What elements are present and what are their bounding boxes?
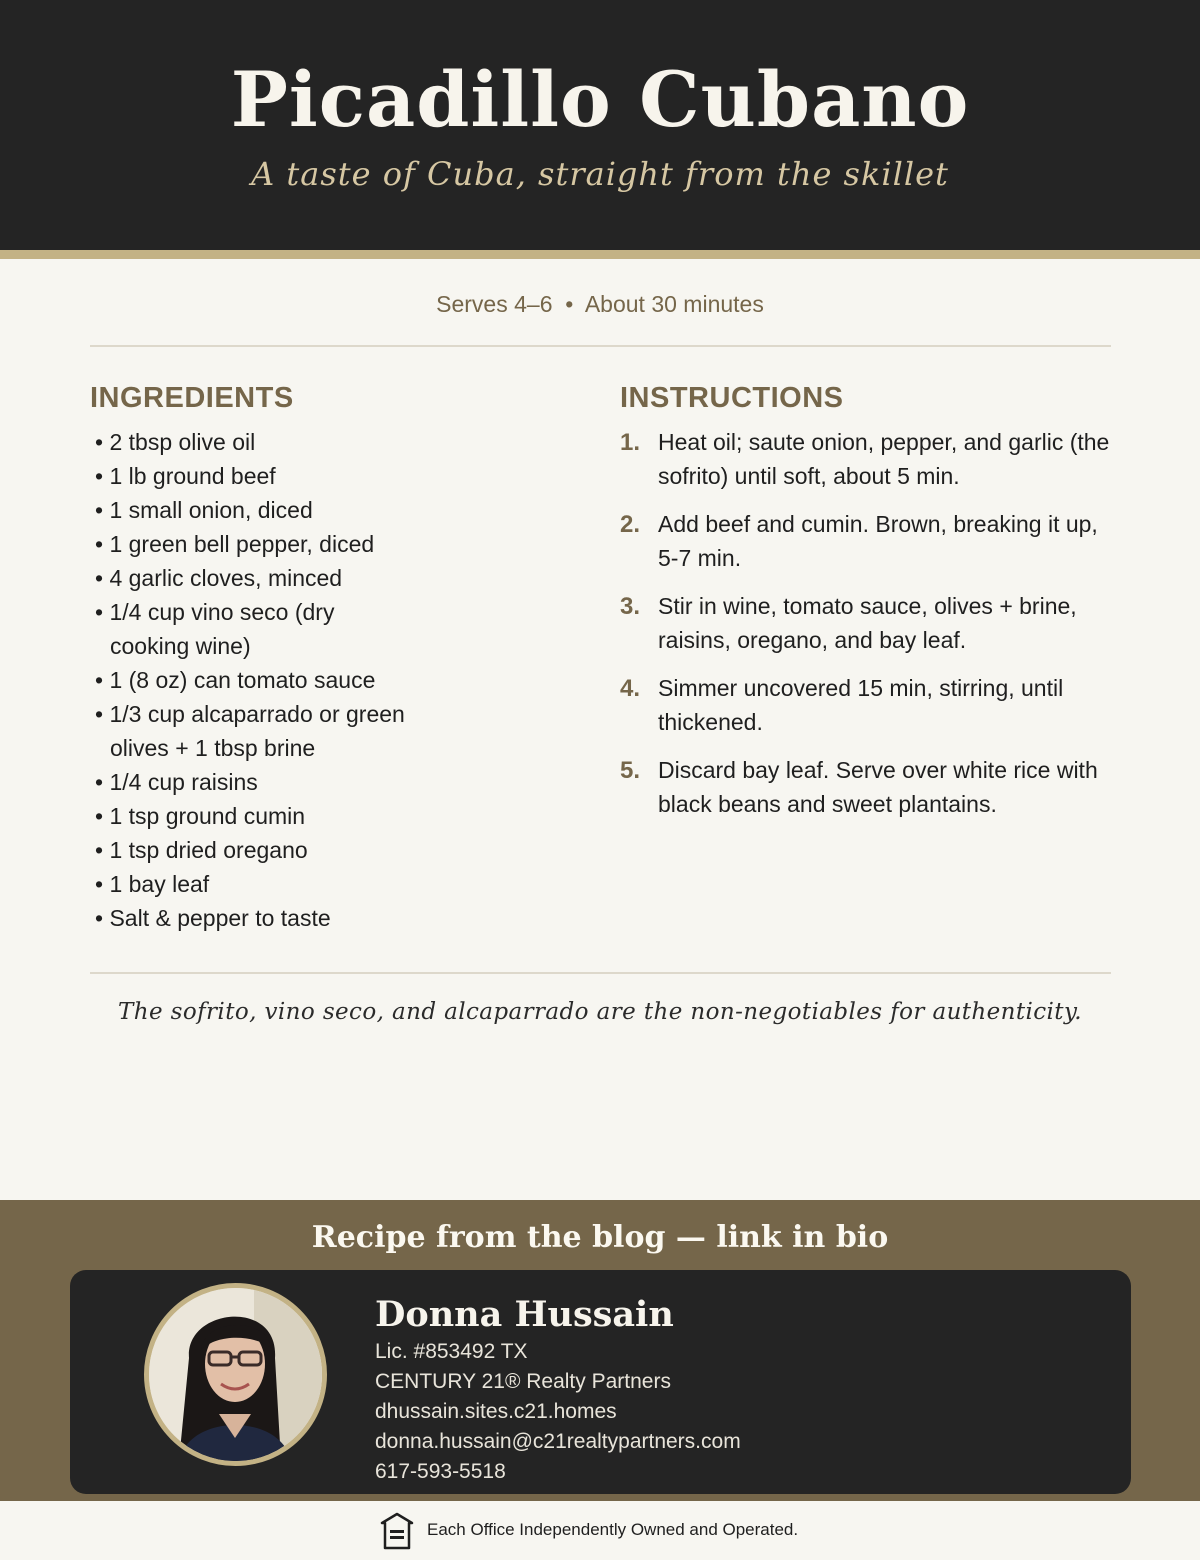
step-text: Stir in wine, tomato sauce, olives + brine, raisins, oregano, and bay leaf. — [658, 593, 1077, 653]
agent-photo — [144, 1283, 327, 1466]
ingredients-list — [90, 425, 450, 935]
instruction-step — [620, 507, 1110, 575]
step-text: Discard bay leaf. Serve over white rice with black beans and sweet plantains. — [658, 757, 1098, 817]
top-divider — [90, 345, 1111, 347]
equal-housing-icon — [380, 1512, 414, 1550]
agent-brokerage: CENTURY 21® Realty Partners — [375, 1370, 671, 1393]
step-number: 1. — [620, 429, 641, 456]
bottom-divider — [90, 972, 1111, 974]
agent-name: Donna Hussain — [375, 1294, 674, 1335]
instruction-step — [620, 425, 1110, 493]
ingredient-item: • 1/4 cup raisins — [90, 765, 450, 799]
ingredient-item: • 4 garlic cloves, minced — [90, 561, 450, 595]
ingredient-item: • 1 tsp ground cumin — [90, 799, 450, 833]
instruction-step — [620, 589, 1110, 657]
step-text: Simmer uncovered 15 min, stirring, until thickened. — [658, 675, 1064, 735]
step-text: Add beef and cumin. Brown, breaking it up, 5-7 min. — [658, 511, 1098, 571]
step-number: 2. — [620, 511, 641, 538]
step-number: 4. — [620, 675, 641, 702]
recipe-header — [0, 0, 1200, 250]
agent-photo-icon — [149, 1288, 322, 1461]
authenticity-note: The sofrito, vino seco, and alcaparrado are the non-negotiables for authenticity. — [118, 999, 1082, 1025]
serving-info: Serves 4–6 • About 30 minutes — [436, 291, 764, 317]
agent-email-link[interactable]: donna.hussain@c21realtypartners.com — [375, 1430, 741, 1453]
ingredient-item: • 1 bay leaf — [90, 867, 450, 901]
ingredient-item: • 1 tsp dried oregano — [90, 833, 450, 867]
instructions-list — [620, 425, 1110, 835]
instruction-step — [620, 753, 1110, 821]
instruction-step — [620, 671, 1110, 739]
step-number: 5. — [620, 757, 641, 784]
step-text: Heat oil; saute onion, pepper, and garlic (the sofrito) until soft, about 5 min. — [658, 429, 1110, 489]
disclaimer-text: Each Office Independently Owned and Operated. — [427, 1520, 799, 1539]
ingredient-item: • Salt & pepper to taste — [90, 901, 450, 935]
ingredient-item: • 2 tbsp olive oil — [90, 425, 450, 459]
ingredients-heading: INGREDIENTS — [90, 382, 294, 414]
header-divider — [0, 250, 1200, 259]
ingredient-item: • 1 small onion, diced — [90, 493, 450, 527]
recipe-subtitle: A taste of Cuba, straight from the skillet — [251, 155, 949, 193]
ingredient-item: • 1 lb ground beef — [90, 459, 450, 493]
instructions-heading: INSTRUCTIONS — [620, 382, 844, 414]
ingredient-item: • 1/4 cup vino seco (dry cooking wine) — [90, 595, 360, 663]
agent-license: Lic. #853492 TX — [375, 1340, 528, 1363]
recipe-title: Picadillo Cubano — [230, 55, 970, 144]
footer-heading: Recipe from the blog — link in bio — [311, 1220, 889, 1255]
agent-phone[interactable]: 617-593-5518 — [375, 1460, 506, 1483]
ingredient-item: • 1 green bell pepper, diced — [90, 527, 450, 561]
agent-website-link[interactable]: dhussain.sites.c21.homes — [375, 1400, 617, 1423]
ingredient-item: • 1/3 cup alcaparrado or green olives + 1 tbsp brine — [90, 697, 430, 765]
ingredient-item: • 1 (8 oz) can tomato sauce — [90, 663, 450, 697]
step-number: 3. — [620, 593, 641, 620]
